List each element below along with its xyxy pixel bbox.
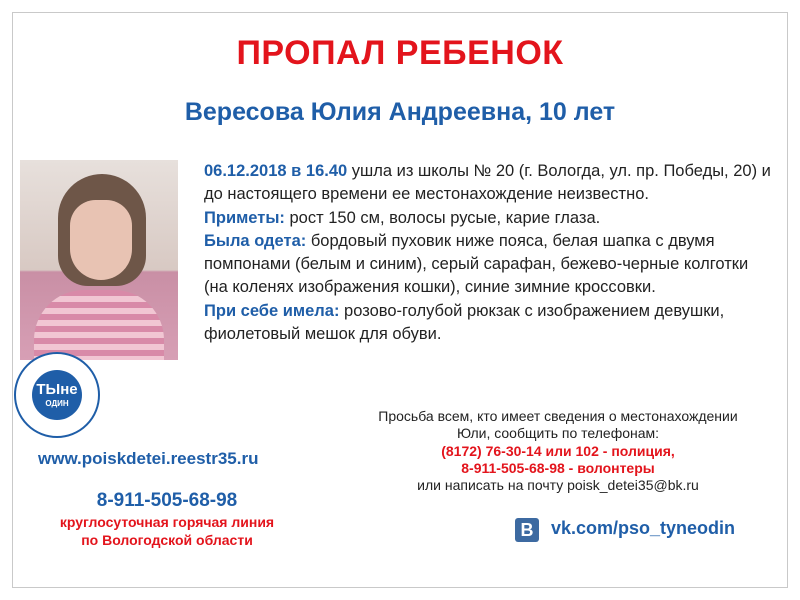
hotline-phone[interactable]: 8-911-505-68-98 [96,490,238,511]
details-disappearance [204,160,772,207]
hotline-line-2: по Вологодской области [81,532,253,548]
vk-link[interactable]: vk.com/pso_tyneodin [551,518,736,538]
features-text: рост 150 см, волосы русые, карие глаза. [284,208,601,227]
child-name: Вересова Юлия Андреевна, 10 лет [184,98,616,126]
volunteer-logo [14,352,100,438]
hotline-line-1: круглосуточная горячая линия [59,514,275,530]
vk-icon[interactable]: B [515,518,539,542]
details-intro: ушла из школы № 20 (г. Вологда, ул. пр. Победы, 20) и до настоящего времени ее местонахождение неизвестно. [204,162,771,204]
poster-headline: ПРОПАЛ РЕБЕНОК [236,34,564,72]
details-items [204,300,772,347]
logo-main-text: ТЫне [36,381,78,398]
items-label: При себе имела: [204,301,340,320]
request-line-2: Юли, сообщить по телефонам: [456,425,660,442]
logo-sub-text: ОДИН [45,399,69,408]
clothes-label: Была одета: [204,231,307,250]
contact-request [328,408,788,494]
website-link[interactable]: www.poiskdetei.reestr35.ru [38,449,259,468]
items-text: розово-голубой рюкзак с изображением девушки, фиолетовый мешок для обуви. [204,301,725,344]
details-features [204,207,772,230]
request-email[interactable]: или написать на почту poisk_detei35@bk.ru [417,477,699,494]
police-phone[interactable]: (8172) 76-30-14 или 102 - полиция, [441,442,675,459]
details-clothes [204,230,772,300]
clothes-text: бордовый пуховик ниже пояса, белая шапка с двумя помпонами (белым и синим), серый сарафан, бежево-черные колготки (на коленях изображения кошки), синие зимние кроссовки. [204,231,749,297]
child-photo [20,160,178,360]
details-block [204,160,772,346]
details-date: 06.12.2018 в 16.40 [204,162,348,180]
features-label: Приметы: [204,208,285,227]
volunteer-phone[interactable]: 8-911-505-68-98 - волонтеры [461,459,655,476]
hotline-description [36,513,298,549]
request-line-1: Просьба всем, кто имеет сведения о местонахождении [378,408,738,424]
